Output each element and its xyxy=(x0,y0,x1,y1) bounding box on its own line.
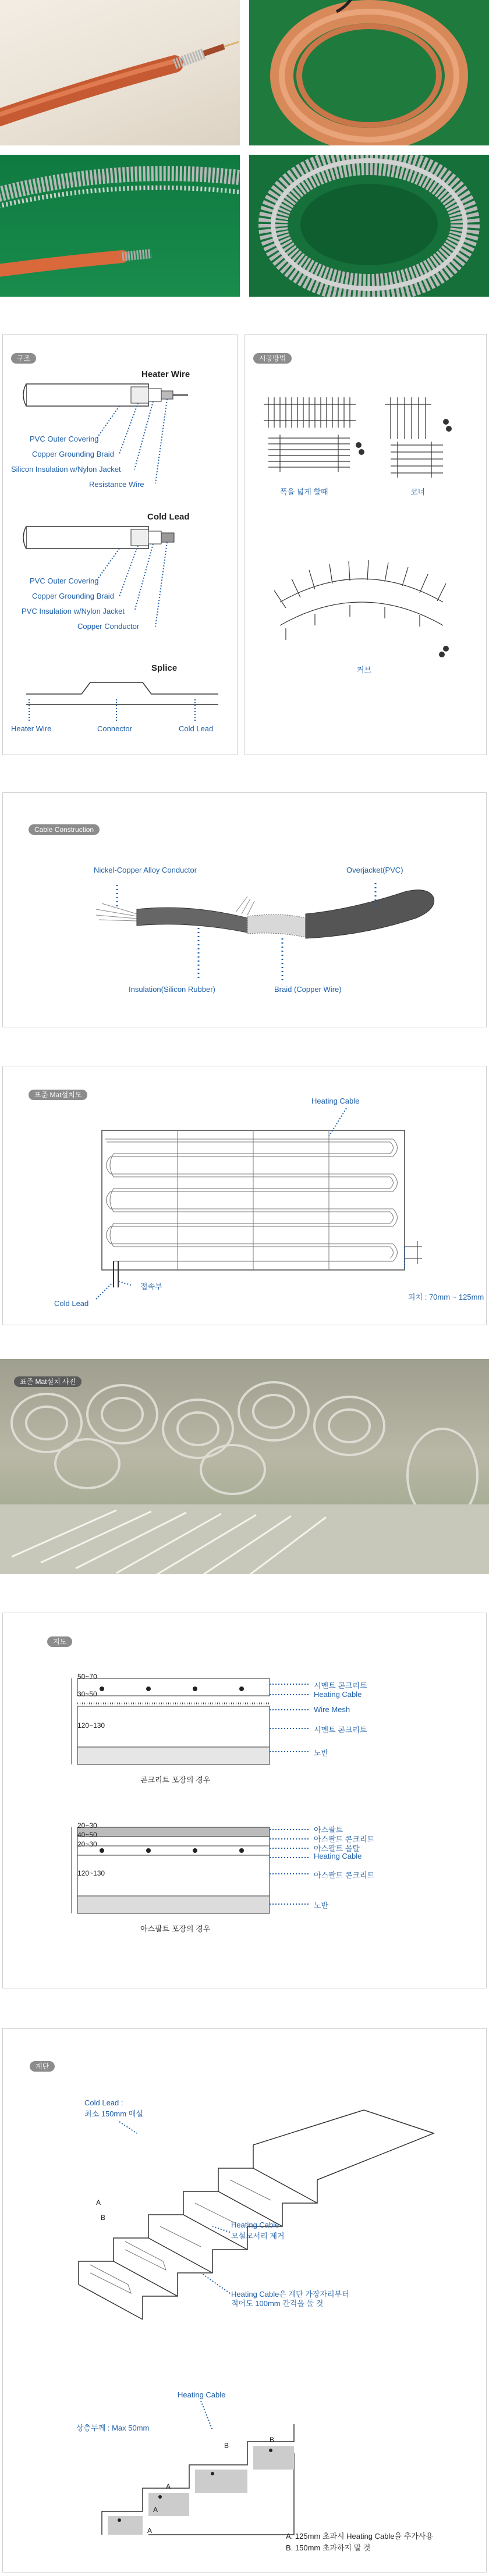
stairs-letter-b2: B xyxy=(224,2442,229,2450)
mat-label-joint: 접속부 xyxy=(140,1282,162,1291)
asphalt-label-1: 아스팔트 xyxy=(314,1826,343,1834)
usage-caption-curve: 커브 xyxy=(357,666,372,674)
mat-layout-diagram xyxy=(3,1066,487,1326)
stairs-heating-mid-2: 모설모서리 제거 xyxy=(231,2232,285,2240)
asphalt-label-5: 아스팔트 콘크리트 xyxy=(314,1871,375,1880)
asphalt-dim-2: 40~50 xyxy=(77,1831,97,1839)
asphalt-label-2: 아스팔트 콘크리트 xyxy=(314,1835,375,1844)
stairs-note-a: A. 125mm 초과시 Heating Cable을 추가사용 xyxy=(286,2532,433,2541)
construction-label-overjacket: Overjacket(PVC) xyxy=(346,866,403,874)
braided-cable-icon xyxy=(0,155,240,297)
mat-photo xyxy=(0,1359,489,1574)
stairs-letter-a2: A xyxy=(153,2506,158,2514)
concrete-label-3: Wire Mesh xyxy=(314,1705,350,1714)
splice-label-heater: Heater Wire xyxy=(11,724,52,733)
heater-label-2: Copper Grounding Braid xyxy=(32,450,114,458)
cold-lead-label-2: Copper Grounding Braid xyxy=(32,592,114,600)
concrete-dim-1: 50~70 xyxy=(77,1673,97,1681)
construction-label-braid: Braid (Copper Wire) xyxy=(274,985,342,994)
cable-coil-icon xyxy=(249,0,489,145)
stairs-cold-lead-2: 최소 150mm 매설 xyxy=(84,2109,143,2118)
mat-panel xyxy=(2,1066,487,1325)
splice-label-coldlead: Cold Lead xyxy=(179,724,214,733)
mat-label-heating-cable: Heating Cable xyxy=(311,1097,360,1105)
stairs-cold-lead-1: Cold Lead : xyxy=(84,2098,123,2107)
asphalt-dim-3: 20~30 xyxy=(77,1840,97,1848)
mat-photo-tag: 표준 Mat설치 사진 xyxy=(14,1376,82,1387)
braided-coil-icon xyxy=(249,155,489,297)
mat-rolls-icon xyxy=(0,1359,489,1574)
mat-label-pitch: 피치 : 70mm ~ 125mm xyxy=(408,1293,484,1301)
asphalt-caption: 아스팔트 포장의 경우 xyxy=(140,1924,211,1933)
cold-lead-title: Cold Lead xyxy=(147,512,190,522)
cold-lead-label-3: PVC Insulation w/Nylon Jacket xyxy=(22,607,125,615)
photo-braided-cable xyxy=(0,155,240,297)
stairs-note-b: B. 150mm 초과하지 말 것 xyxy=(286,2543,371,2552)
structure-tag: 구조 xyxy=(11,353,36,364)
section-tag: 지도 xyxy=(47,1636,72,1647)
stairs-heating-top: Heating Cable xyxy=(178,2390,226,2399)
stairs-letter-b1: B xyxy=(101,2214,106,2222)
stairs-heating-note-1: Heating Cable은 계단 가장자리부터 xyxy=(231,2290,349,2299)
concrete-label-1: 시멘트 콘크리트 xyxy=(314,1681,367,1690)
structure-diagram xyxy=(3,335,238,756)
mat-tag: 표준 Mat설치도 xyxy=(29,1090,87,1100)
stairs-letter-a3: A xyxy=(166,2482,171,2490)
mat-label-cold-lead: Cold Lead xyxy=(54,1299,89,1308)
asphalt-dim-4: 120~130 xyxy=(77,1869,105,1877)
concrete-dim-2: 30~50 xyxy=(77,1690,97,1698)
construction-panel xyxy=(2,792,487,1027)
cold-lead-label-1: PVC Outer Covering xyxy=(30,577,99,585)
asphalt-label-6: 노반 xyxy=(314,1901,329,1910)
usage-caption-wide: 폭을 넓게 할때 xyxy=(280,488,328,496)
concrete-dim-3: 120~130 xyxy=(77,1721,105,1730)
stairs-panel xyxy=(2,2028,487,2573)
structure-panel xyxy=(2,334,238,755)
stairs-heating-mid-1: Heating Cable xyxy=(231,2221,279,2229)
stairs-letter-a4: A xyxy=(147,2527,153,2535)
section-panel xyxy=(2,1613,487,1988)
concrete-caption: 콘크리트 포장의 경우 xyxy=(140,1776,211,1784)
stairs-heating-note-2: 적어도 100mm 간격을 둘 것 xyxy=(231,2299,324,2308)
usage-tag: 시공방법 xyxy=(253,353,292,364)
photo-cable-coil xyxy=(249,0,489,145)
usage-caption-corner: 코너 xyxy=(410,488,426,496)
usage-panel xyxy=(245,334,487,755)
asphalt-dim-1: 20~30 xyxy=(77,1821,97,1830)
splice-title: Splice xyxy=(151,663,178,673)
construction-tag: Cable Construction xyxy=(29,824,100,835)
concrete-label-5: 노반 xyxy=(314,1749,329,1757)
splice-label-connector: Connector xyxy=(97,724,132,733)
construction-label-conductor: Nickel-Copper Alloy Conductor xyxy=(94,866,197,874)
heater-label-1: PVC Outer Covering xyxy=(30,435,99,443)
stairs-tag: 계단 xyxy=(30,2061,55,2072)
cable-cut-end-icon xyxy=(0,0,240,145)
concrete-label-4: 시멘트 콘크리트 xyxy=(314,1725,367,1734)
usage-diagram xyxy=(245,335,487,756)
heater-wire-title: Heater Wire xyxy=(141,369,190,379)
stairs-depth: 상층두께 : Max 50mm xyxy=(76,2424,150,2432)
heater-label-4: Resistance Wire xyxy=(89,480,144,489)
concrete-label-2: Heating Cable xyxy=(314,1690,362,1699)
heater-label-3: Silicon Insulation w/Nylon Jacket xyxy=(11,465,121,474)
stairs-letter-b3: B xyxy=(270,2436,275,2444)
photo-braided-coil xyxy=(249,155,489,297)
cable-construction-diagram xyxy=(3,793,487,1028)
pavement-section-diagram xyxy=(3,1613,487,1989)
photo-cable-cut-end xyxy=(0,0,240,145)
asphalt-label-4: Heating Cable xyxy=(314,1852,362,1860)
construction-label-insulation: Insulation(Silicon Rubber) xyxy=(129,985,215,994)
cold-lead-label-4: Copper Conductor xyxy=(77,622,140,631)
asphalt-label-3: 아스팔트 몰탈 xyxy=(314,1844,360,1853)
stairs-letter-a1: A xyxy=(96,2198,101,2207)
